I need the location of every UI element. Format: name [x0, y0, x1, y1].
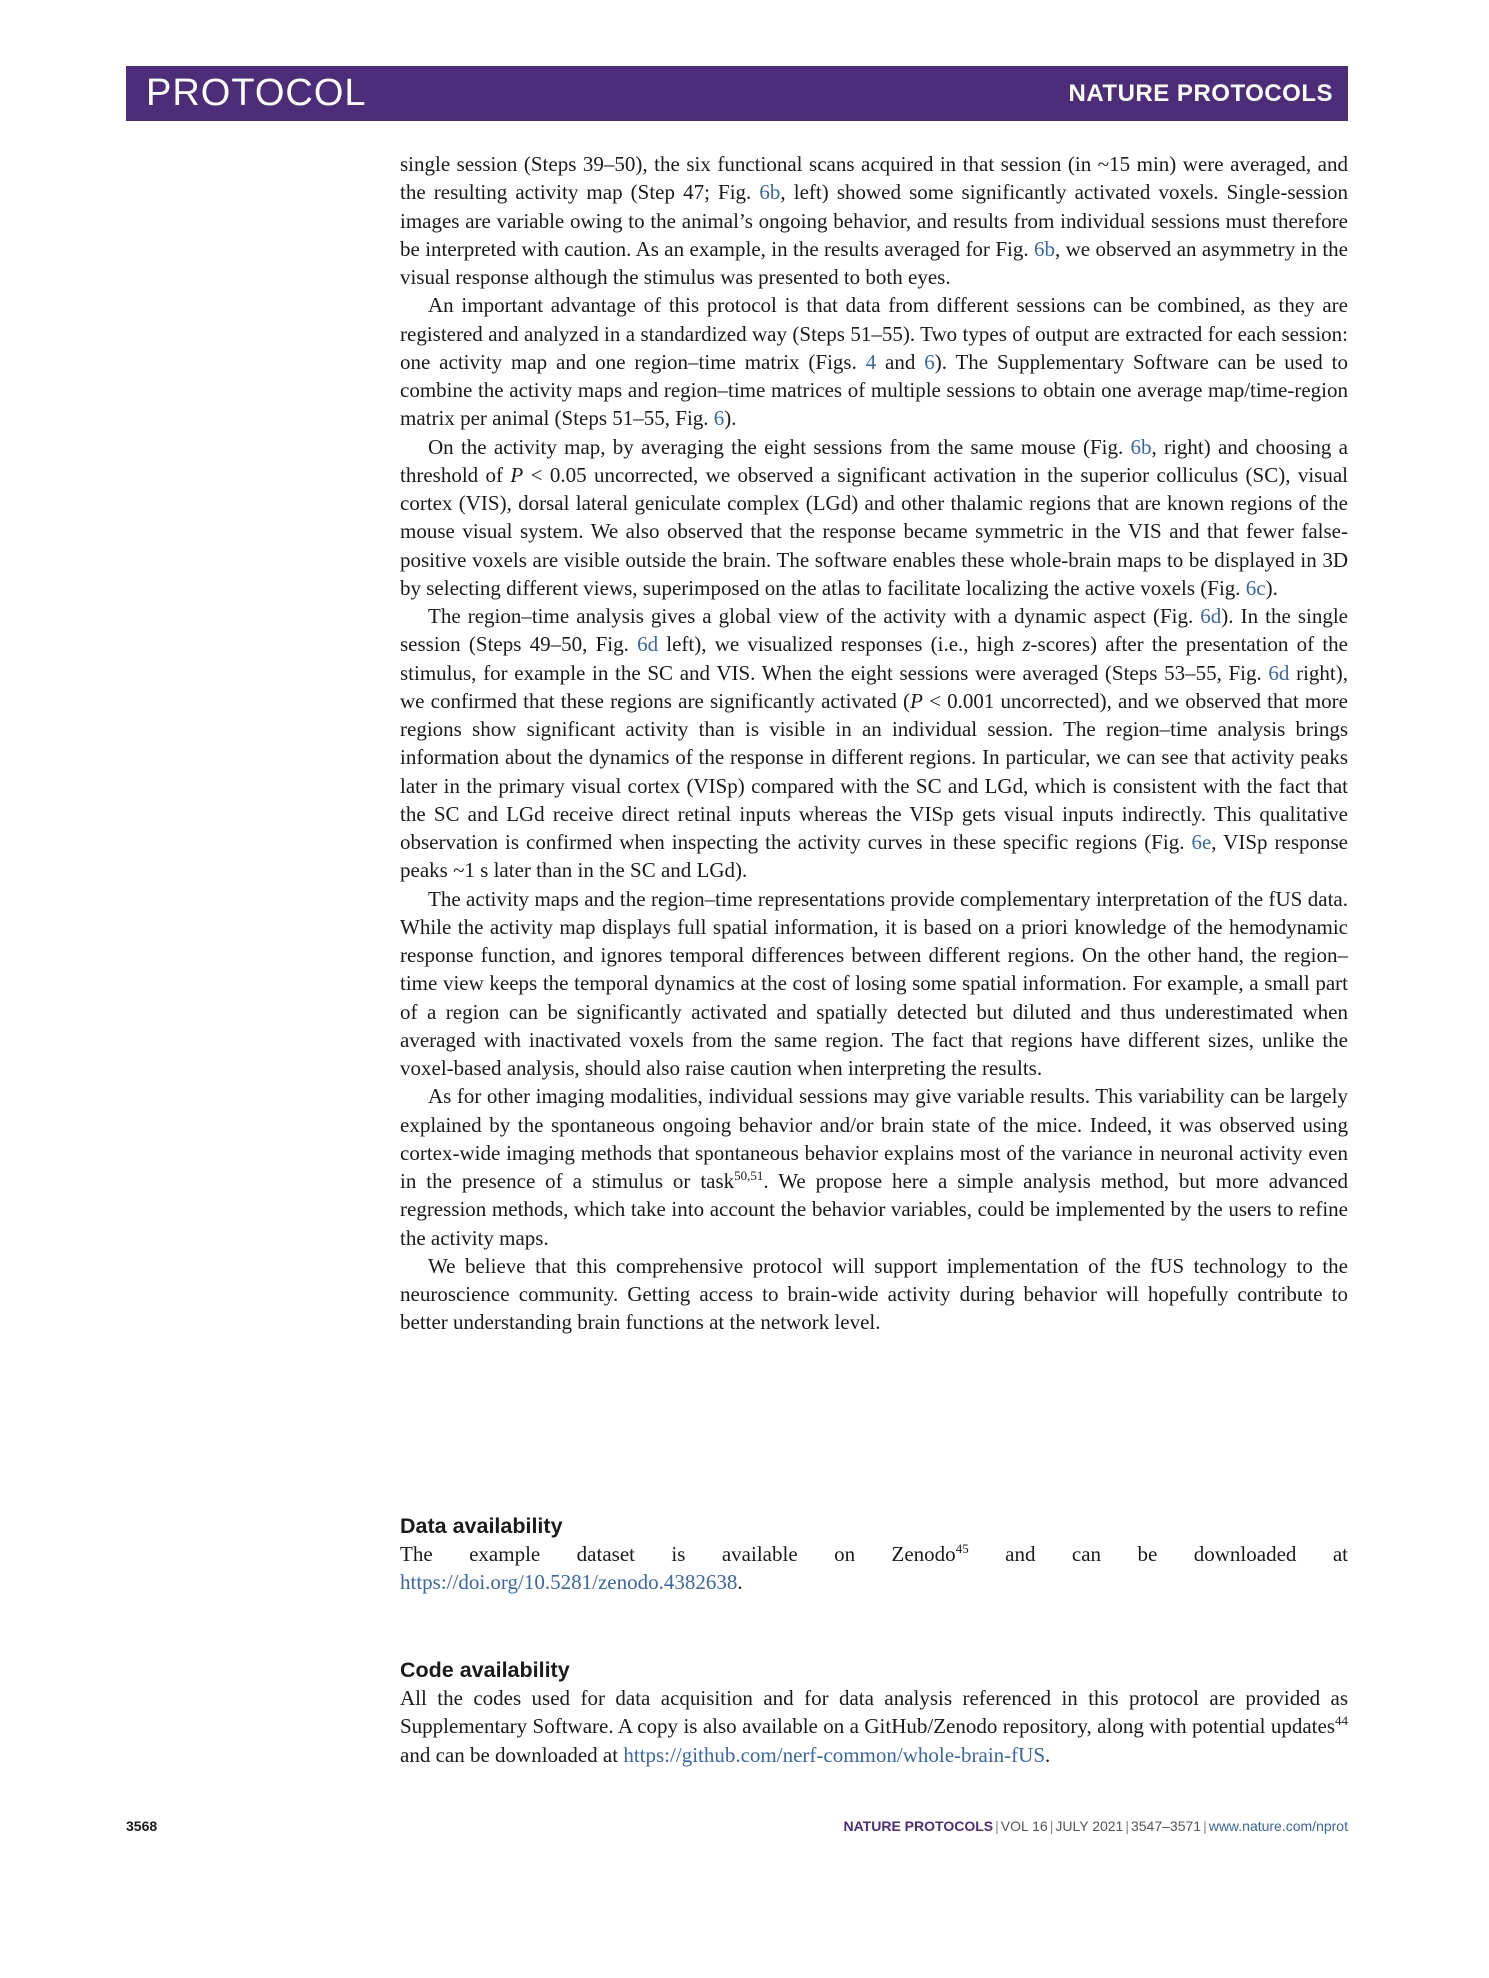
page-number: 3568 — [126, 1818, 158, 1834]
text-run: The example dataset is available on Zenodo — [400, 1542, 956, 1566]
inline-link[interactable]: 6d — [1200, 604, 1222, 628]
issue-date: JULY 2021 — [1055, 1818, 1124, 1834]
journal-name: NATURE PROTOCOLS — [843, 1818, 994, 1834]
paragraph — [400, 433, 1348, 603]
text-run: The activity maps and the region–time representations provide complementary interpretation of the fUS data. While the activity map displays full spatial information, it is based on a priori knowledge of the hemodynamic response function, and ignores temporal differences between different regions. On the other hand, the region–time view keeps the temporal dynamics at the cost of losing some spatial information. For example, a small part of a region can be significantly activated and spatially detected but diluted and thus underestimated when averaged with inactivated voxels from the same region. The fact that regions have different sizes, unlike the voxel-based analysis, should also raise caution when interpreting the results. — [400, 886, 1348, 1080]
separator: | — [995, 1818, 999, 1834]
text-run: . We propose here a simple analysis method, but more advanced regression methods, which take into account the behavior variables, could be implemented by the users to refine the activity maps. — [400, 1169, 1348, 1250]
code-availability-section — [400, 1656, 1348, 1769]
journal-website-link[interactable]: www.nature.com/nprot — [1208, 1818, 1348, 1834]
text-run: , VISp response peaks ~1 s later than in the SC and LGd). — [400, 830, 1348, 883]
paragraph — [400, 150, 1348, 291]
section-body — [400, 1540, 1348, 1597]
body-text — [400, 150, 1348, 1337]
paragraph — [400, 885, 1348, 1083]
inline-link[interactable]: https://github.com/nerf-common/whole-brain-fUS — [623, 1742, 1046, 1767]
journal-header-label: NATURE PROTOCOLS — [1068, 79, 1333, 107]
text-run: The region–time analysis gives a global view of the activity with a dynamic aspect (Fig. — [428, 604, 1201, 628]
inline-link[interactable]: 6d — [637, 632, 659, 657]
text-run: right), we confirmed that these regions are significantly activated ( — [400, 660, 1348, 713]
text-run: As for other imaging modalities, individual sessions may give variable results. This variability can be largely explained by the spontaneous ongoing behavior and/or brain state of the mice. Indeed, it was observed using cortex-wide imaging methods that spontaneous behavior explains most of the variance in neuronal activity even in the presence of a stimulus or task — [400, 1084, 1348, 1193]
text-run: ). The Supplementary Software can be used to combine the activity maps and region–time matrices of multiple sessions to obtain one average map/time-region matrix per animal (Steps 51–55, Fig. — [400, 349, 1348, 431]
page-range: 3547–3571 — [1130, 1818, 1202, 1834]
inline-link[interactable]: 6e — [1191, 830, 1212, 854]
text-run: , right) and choosing a threshold of — [400, 434, 1348, 487]
section-heading: Data availability — [400, 1514, 563, 1538]
inline-link[interactable]: 6c — [1245, 575, 1266, 600]
inline-link[interactable]: 6 — [713, 406, 725, 431]
text-run: left), we visualized responses (i.e., high — [658, 632, 1023, 657]
inline-link[interactable]: 6 — [924, 349, 935, 374]
text-run: , left) showed some significantly activated voxels. Single-session images are variable owing to the animal’s ongoing behavior, and results from individual sessions must therefore be interpreted with caution. As an example, in the results averaged for Fig. — [400, 180, 1348, 261]
journal-citation — [844, 1818, 1349, 1840]
text-run: and can be downloaded at — [400, 1742, 624, 1767]
inline-link[interactable]: https://doi.org/10.5281/zenodo.4382638 — [400, 1570, 738, 1595]
text-run: . — [1045, 1742, 1051, 1767]
italic-text: P — [910, 688, 923, 713]
text-run: ). — [1265, 575, 1278, 600]
section-type-label: PROTOCOL — [146, 72, 367, 114]
text-run: On the activity map, by averaging the eight sessions from the same mouse (Fig. — [428, 434, 1131, 459]
header-banner — [126, 66, 1348, 121]
text-run: We believe that this comprehensive protocol will support implementation of the fUS technology to the neuroscience community. Getting access to brain-wide activity during behavior will hopefully contribute to better understanding brain functions at the network level. — [400, 1253, 1348, 1335]
text-run: -scores) after the presentation of the stimulus, for example in the SC and VIS. When the eight sessions were averaged (Steps 53–55, Fig. — [400, 632, 1348, 685]
text-run: , we observed an asymmetry in the visual response although the stimulus was presented to both eyes. — [400, 236, 1348, 289]
data-availability-section — [400, 1512, 1348, 1597]
inline-link[interactable]: 6b — [1033, 236, 1055, 261]
separator: | — [1125, 1818, 1129, 1834]
paragraph — [400, 291, 1348, 432]
inline-link[interactable]: 6b — [759, 180, 781, 205]
paragraph — [400, 1252, 1348, 1337]
separator: | — [1049, 1818, 1054, 1834]
italic-text: P — [510, 462, 524, 487]
paragraph — [400, 1082, 1348, 1252]
text-run: < 0.05 uncorrected, we observed a significant activation in the superior colliculus (SC), visual cortex (VIS), dorsal lateral geniculate complex (LGd) and other thalamic regions that are known regions of the mouse visual system. We also observed that the response became symmetric in the VIS and that fewer false-positive voxels are visible outside the brain. The software enables these whole-brain maps to be displayed in 3D by selecting different views, superimposed on the atlas to facilitate localizing the active voxels (Fig. — [400, 462, 1349, 600]
text-run: < 0.001 uncorrected), and we observed that more regions show significant activity than is visible in an individual session. The region–time analysis brings information about the dynamics of the response in different regions. In particular, we can see that activity peaks later in the primary visual cortex (VISp) compared with the SC and LGd, which is consistent with the fact that the SC and LGd receive direct retinal inputs whereas the VISp gets visual inputs indirectly. This qualitative observation is confirmed when inspecting the activity curves in these specific regions (Fig. — [400, 688, 1348, 854]
inline-link[interactable]: 4 — [865, 349, 877, 374]
text-run: . — [737, 1570, 743, 1595]
volume: VOL 16 — [1000, 1818, 1048, 1834]
citation-ref[interactable]: 45 — [955, 1541, 969, 1556]
text-run: ). In the single session (Steps 49–50, Fig. — [400, 604, 1348, 657]
citation-ref[interactable]: 50,51 — [734, 1168, 764, 1183]
text-run: ). — [724, 406, 737, 431]
inline-link[interactable]: 6d — [1268, 660, 1290, 685]
section-heading: Code availability — [400, 1658, 570, 1682]
text-run: An important advantage of this protocol is that data from different sessions can be combined, as they are registered and analyzed in a standardized way (Steps 51–55). Two types of output are extracted for each session: one activity map and one region–time matrix (Figs. — [400, 293, 1348, 374]
inline-link[interactable]: 6b — [1130, 434, 1152, 459]
citation-ref[interactable]: 44 — [1335, 1713, 1348, 1729]
separator: | — [1203, 1818, 1207, 1834]
text-run: single session (Steps 39–50), the six functional scans acquired in that session (in ~15 min) were averaged, and the resulting activity map (Step 47; Fig. — [400, 152, 1348, 205]
section-body — [400, 1684, 1348, 1769]
italic-text: z — [1022, 632, 1031, 657]
paragraph — [400, 602, 1348, 885]
text-run: All the codes used for data acquisition and for data analysis referenced in this protocol are provided as Supplementary Software. A copy is also available on a GitHub/Zenodo repository, along with potential updates — [400, 1686, 1348, 1739]
text-run: and can be downloaded at — [968, 1542, 1348, 1566]
text-run: and — [876, 349, 925, 374]
